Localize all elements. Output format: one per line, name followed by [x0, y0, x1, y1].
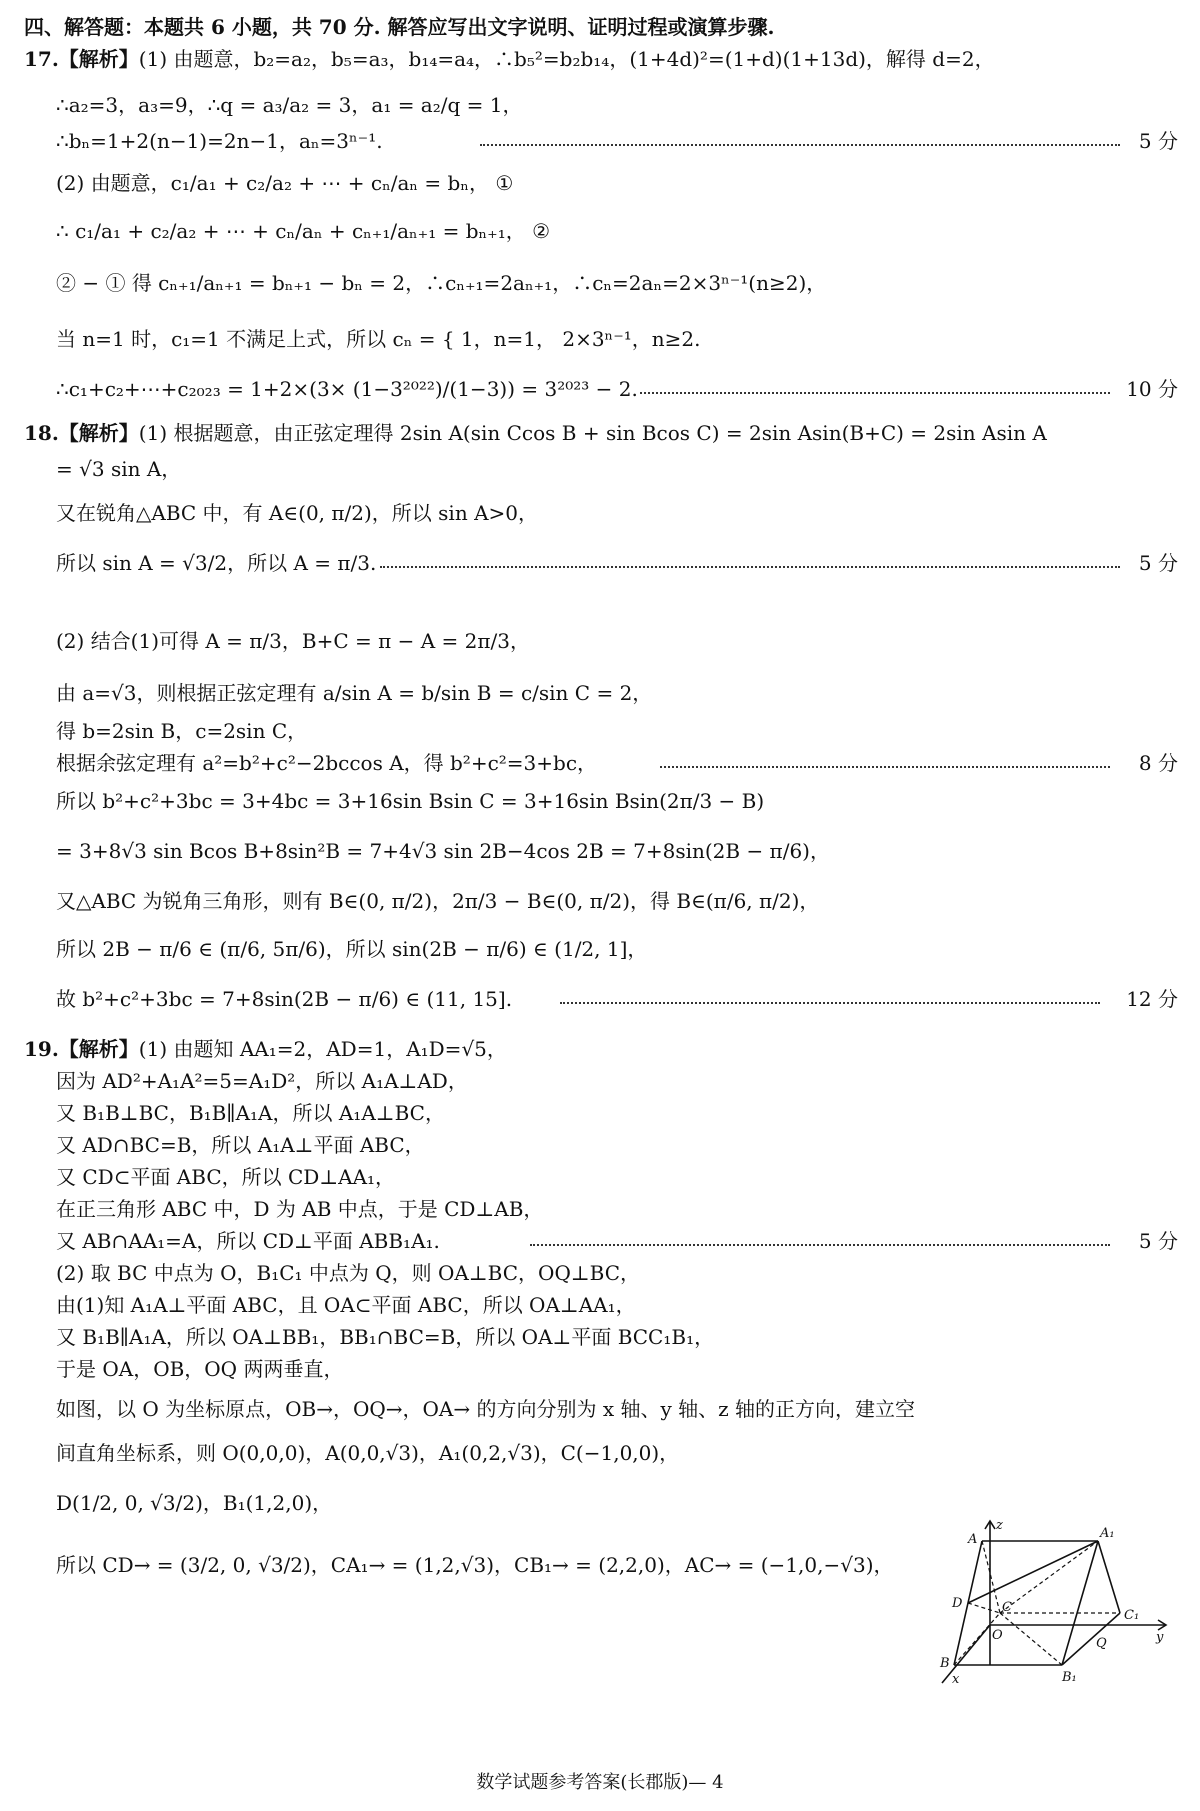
edge-d-a1	[968, 1541, 1098, 1603]
q17-line-3: ∴bₙ=1+2(n−1)=2n−1，aₙ=3ⁿ⁻¹.	[56, 129, 383, 153]
q18-label: 18.【解析】	[24, 421, 139, 445]
page-footer: 数学试题参考答案(长郡版)— 4	[476, 1772, 724, 1793]
q19-line-5: 又 CD⊂平面 ABC，所以 CD⊥AA₁，	[56, 1165, 396, 1189]
score-label: 5 分	[1138, 551, 1178, 575]
score-label: 5 分	[1138, 1229, 1178, 1253]
fig-label-c1: C₁	[1124, 1608, 1140, 1623]
q19-line-7: 又 AB∩AA₁=A，所以 CD⊥平面 ABB₁A₁.	[56, 1229, 440, 1253]
leader-dots	[380, 566, 1120, 568]
edge-a-c	[982, 1541, 1000, 1613]
score-label: 5 分	[1138, 129, 1178, 153]
q19-line-12: 如图，以 O 为坐标原点，OB→，OQ→，OA→ 的方向分别为 x 轴、y 轴、z 轴的正方向，建立空	[56, 1397, 916, 1421]
fig-label-d: D	[952, 1596, 963, 1611]
q18-line-1: 18.【解析】(1) 根据题意，由正弦定理得 2sin A(sin Ccos B + sin Bcos C) = 2sin Asin(B+C) = 2sin Asin A	[24, 421, 1047, 445]
leader-dots	[640, 392, 1110, 394]
q18-line-12: 所以 2B − π/6 ∈ (π/6, 5π/6)，所以 sin(2B − π/6) ∈ (1/2, 1]，	[56, 937, 648, 961]
fig-label-a1: A₁	[1100, 1526, 1115, 1541]
q18-line-4: 所以 sin A = √3/2，所以 A = π/3.	[56, 551, 377, 575]
edge-d-c	[968, 1603, 1000, 1613]
score-label: 8 分	[1138, 751, 1178, 775]
fig-label-c: C	[1002, 1600, 1012, 1615]
q19-line-6: 在正三角形 ABC 中，D 为 AB 中点，于是 CD⊥AB，	[56, 1197, 544, 1221]
q18-line-13: 故 b²+c²+3bc = 7+8sin(2B − π/6) ∈ (11, 15].	[56, 987, 513, 1011]
q19-line-10: 又 B₁B∥A₁A，所以 OA⊥BB₁，BB₁∩BC=B，所以 OA⊥平面 BCC₁B₁，	[56, 1325, 715, 1349]
leader-dots	[560, 1002, 1100, 1004]
edge-b1-c1	[1062, 1613, 1120, 1665]
q17-line-4: (2) 由题意，c₁/a₁ + c₂/a₂ + ⋯ + cₙ/aₙ = bₙ， ①	[56, 171, 514, 195]
fig-label-z: z	[996, 1518, 1003, 1533]
edge-c-a1	[1000, 1541, 1098, 1613]
q19-line-1: 19.【解析】(1) 由题知 AA₁=2，AD=1，A₁D=√5，	[24, 1037, 507, 1061]
fig-label-b: B	[940, 1656, 950, 1671]
q17-line-7: 当 n=1 时，c₁=1 不满足上式，所以 cₙ = { 1，n=1， 2×3ⁿ⁻¹，n≥2.	[56, 327, 701, 351]
leader-dots	[480, 144, 1120, 146]
q19-line-4: 又 AD∩BC=B，所以 A₁A⊥平面 ABC，	[56, 1133, 425, 1157]
q18-line-9: 所以 b²+c²+3bc = 3+4bc = 3+16sin Bsin C = 3+16sin Bsin(2π/3 − B)	[56, 789, 765, 813]
q19-line-8: (2) 取 BC 中点为 O，B₁C₁ 中点为 Q，则 OA⊥BC，OQ⊥BC，	[56, 1261, 641, 1285]
q19-line-13: 间直角坐标系，则 O(0,0,0)，A(0,0,√3)，A₁(0,2,√3)，C(−1,0,0)，	[56, 1441, 680, 1465]
prism-diagram	[930, 1515, 1170, 1685]
edge-a1-b1	[1062, 1541, 1098, 1665]
q17-line-6: ② − ① 得 cₙ₊₁/aₙ₊₁ = bₙ₊₁ − bₙ = 2，∴cₙ₊₁=2aₙ₊₁，∴cₙ=2aₙ=2×3ⁿ⁻¹(n≥2)，	[56, 271, 827, 295]
leader-dots	[530, 1244, 1110, 1246]
q18-line-2: = √3 sin A，	[56, 457, 182, 481]
q17-label: 17.【解析】	[24, 47, 139, 71]
q17-line-5: ∴ c₁/a₁ + c₂/a₂ + ⋯ + cₙ/aₙ + cₙ₊₁/aₙ₊₁ = bₙ₊₁， ②	[56, 219, 551, 243]
fig-label-b1: B₁	[1062, 1670, 1077, 1685]
fig-label-x: x	[952, 1672, 960, 1685]
score-label: 12 分	[1126, 987, 1178, 1011]
edge-c-b1	[1000, 1613, 1062, 1665]
q18-line-10: = 3+8√3 sin Bcos B+8sin²B = 7+4√3 sin 2B−4cos 2B = 7+8sin(2B − π/6)，	[56, 839, 830, 863]
q19-line-3: 又 B₁B⊥BC，B₁B∥A₁A，所以 A₁A⊥BC，	[56, 1101, 445, 1125]
x-axis	[942, 1625, 990, 1683]
q19-line-15: 所以 CD→ = (3/2, 0, √3/2)，CA₁→ = (1,2,√3)，CB₁→ = (2,2,0)，AC→ = (−1,0,−√3)，	[56, 1553, 894, 1577]
fig-label-y: y	[1156, 1630, 1164, 1645]
fig-label-q: Q	[1096, 1636, 1107, 1651]
score-label: 10 分	[1126, 377, 1178, 401]
q17-line-2: ∴a₂=3，a₃=9，∴q = a₃/a₂ = 3，a₁ = a₂/q = 1，	[56, 93, 523, 117]
q18-line-11: 又△ABC 为锐角三角形，则有 B∈(0, π/2)，2π/3 − B∈(0, π/2)，得 B∈(π/6, π/2)，	[56, 889, 820, 913]
q19-line-2: 因为 AD²+A₁A²=5=A₁D²，所以 A₁A⊥AD，	[56, 1069, 468, 1093]
fig-label-a: A	[968, 1532, 978, 1547]
q17-line-8: ∴c₁+c₂+⋯+c₂₀₂₃ = 1+2×(3× (1−3²⁰²²)/(1−3)) = 3²⁰²³ − 2.	[56, 377, 638, 401]
q18-line-6: 由 a=√3，则根据正弦定理有 a/sin A = b/sin B = c/sin C = 2，	[56, 681, 653, 705]
q19-line-14: D(1/2, 0, √3/2)，B₁(1,2,0)，	[56, 1491, 333, 1515]
q18-line-5: (2) 结合(1)可得 A = π/3，B+C = π − A = 2π/3，	[56, 629, 530, 653]
leader-dots	[660, 766, 1110, 768]
q19-line-9: 由(1)知 A₁A⊥平面 ABC，且 OA⊂平面 ABC，所以 OA⊥AA₁，	[56, 1293, 636, 1317]
q19-line-11: 于是 OA，OB，OQ 两两垂直，	[56, 1357, 344, 1381]
q17-line-1: 17.【解析】(1) 由题意，b₂=a₂，b₅=a₃，b₁₄=a₄，∴b₅²=b₂b₁₄，(1+4d)²=(1+d)(1+13d)，解得 d=2，	[24, 47, 995, 71]
section-heading: 四、解答题：本题共 6 小题，共 70 分. 解答应写出文字说明、证明过程或演算步骤.	[24, 15, 775, 39]
q19-label: 19.【解析】	[24, 1037, 139, 1061]
q18-line-7: 得 b=2sin B，c=2sin C，	[56, 719, 308, 743]
fig-label-o: O	[992, 1628, 1003, 1643]
q18-line-3: 又在锐角△ABC 中，有 A∈(0, π/2)，所以 sin A>0，	[56, 501, 538, 525]
edge-a1-c1	[1098, 1541, 1120, 1613]
q18-line-8: 根据余弦定理有 a²=b²+c²−2bccos A，得 b²+c²=3+bc，	[56, 751, 598, 775]
